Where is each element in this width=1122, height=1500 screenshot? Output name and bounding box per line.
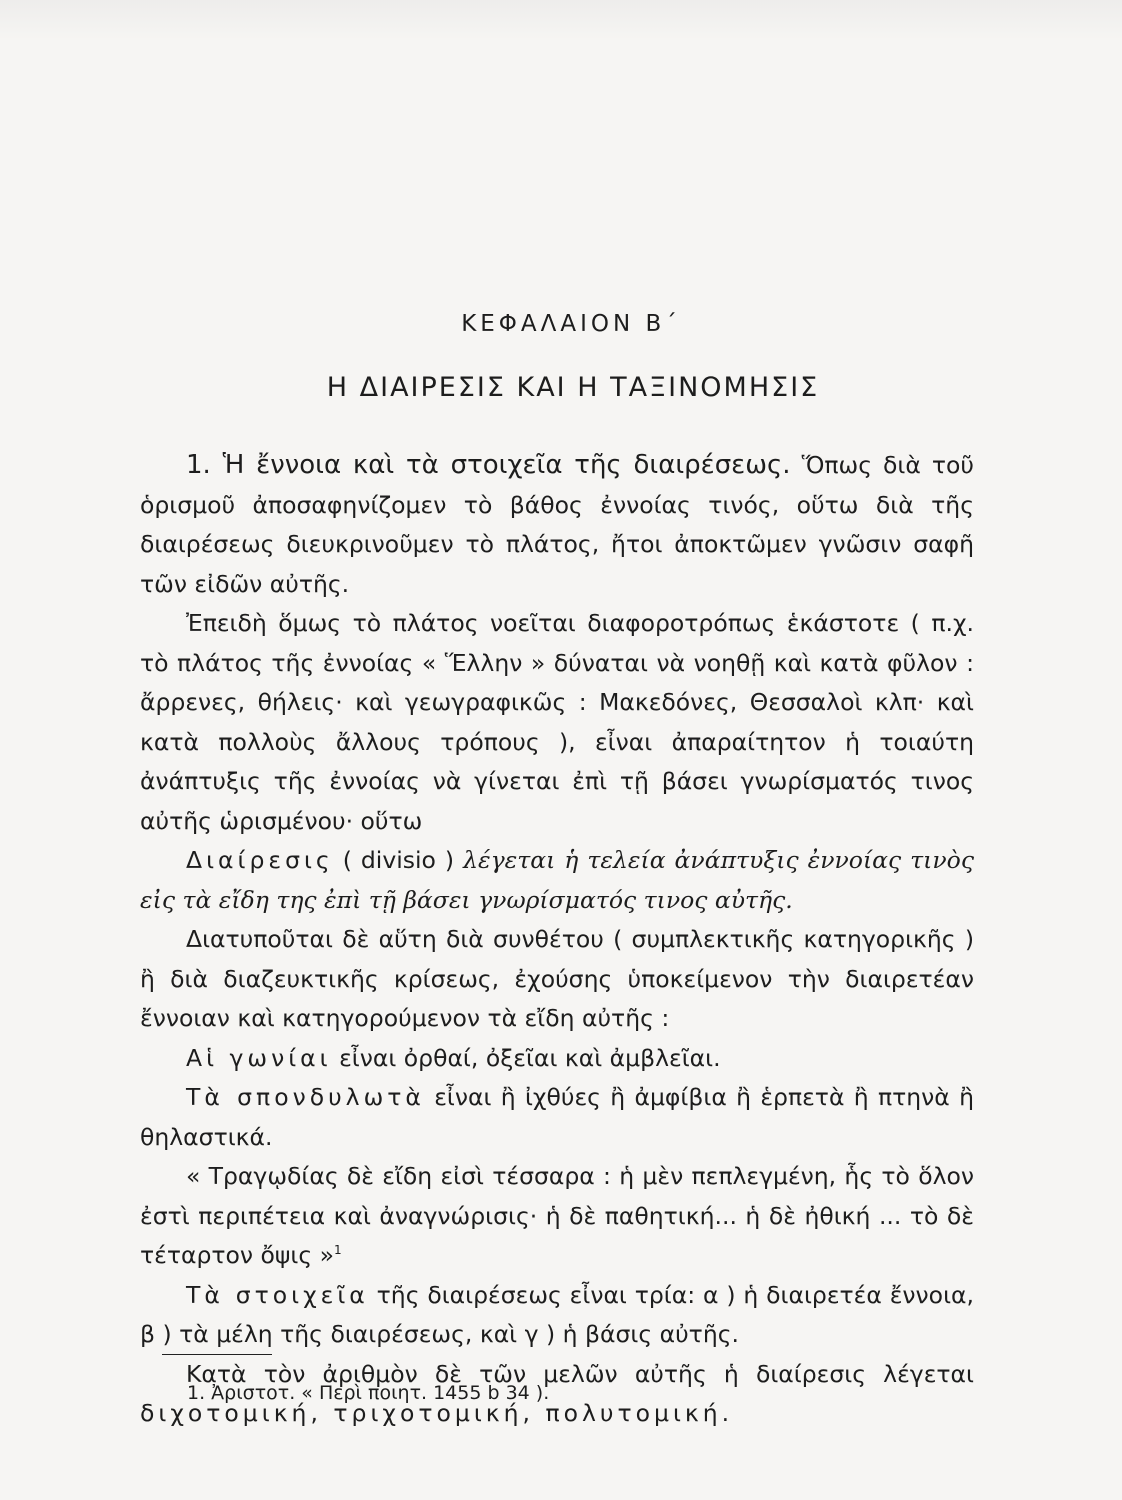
- example-2: [140, 1078, 974, 1157]
- example-1-term: Αἱ γωνίαι: [186, 1043, 332, 1072]
- paragraph-1-text: Ὅπως διὰ τοῦ ὁρισμοῦ ἀποσαφηνίζομεν τὸ βάθος ἐννοίας τινός, οὕτω διὰ τῆς διαιρέσεως διευκρινοῦμεν τὸ πλάτος, ἤτοι ἀποκτῶμεν γνῶσιν σαφῆ τῶν εἰδῶν αὐτῆς.: [140, 451, 974, 598]
- definition: [140, 841, 974, 920]
- paragraph-1: [140, 446, 974, 604]
- chapter-heading: ΚΕΦΑΛΑΙΟΝ Β΄: [461, 311, 681, 337]
- definition-latin: ( divisio ): [342, 846, 455, 874]
- paragraph-4-text: τῆς διαιρέσεως εἶναι τρία: α ) ἡ διαιρετέα ἔννοια, β ) τὰ μέλη τῆς διαιρέσεως, καὶ γ ) ἡ βάσις αὐτῆς.: [140, 1280, 974, 1348]
- example-1-text: εἶναι ὀρθαί, ὀξεῖαι καὶ ἀμβλεῖαι.: [331, 1043, 721, 1072]
- paragraph-4: [140, 1276, 974, 1355]
- footnote-marker: 1: [334, 1243, 342, 1258]
- section-title: 1. Ἡ ἔννοια καὶ τὰ στοιχεῖα τῆς διαιρέσεως.: [186, 450, 791, 480]
- footnote: 1. Ἀριστοτ. « Περὶ ποιητ. 1455 b 34 ).: [187, 1382, 550, 1404]
- footnote-divider: [162, 1354, 272, 1355]
- example-3-text: « Τραγῳδίας δὲ εἴδη εἰσὶ τέσσαρα : ἡ μὲν πεπλεγμένη, ἧς τὸ ὅλον ἐστὶ περιπέτεια καὶ ἀναγνώρισις· ἡ δὲ παθητική... ἡ δὲ ἠθική ... τὸ δὲ τέταρτον ὄψις »: [140, 1162, 974, 1269]
- chapter-title: Η ΔΙΑΙΡΕΣΙΣ ΚΑΙ Η ΤΑΞΙΝΟΜΗΣΙΣ: [326, 372, 820, 403]
- definition-term: Διαίρεσις: [186, 846, 334, 874]
- definition-text: λέγεται ἡ τελεία ἀνάπτυξις ἐννοίας τινὸς εἰς τὰ εἴδη της ἐπὶ τῇ βάσει γνωρίσματός τινος αὐτῆς.: [140, 846, 974, 914]
- example-2-term: Τὰ σπονδυλωτὰ: [186, 1083, 425, 1111]
- paragraph-4-term: Τὰ στοιχεῖα: [186, 1280, 369, 1309]
- example-2-text: εἶναι ἢ ἰχθύες ἢ ἀμφίβια ἢ ἑρπετὰ ἢ πτηνὰ ἢ θηλαστικά.: [140, 1083, 974, 1151]
- example-3: [140, 1157, 974, 1276]
- paragraph-2: Ἐπειδὴ ὅμως τὸ πλάτος νοεῖται διαφοροτρόπως ἑκάστοτε ( π.χ. τὸ πλάτος τῆς ἐννοίας « Ἕλλην » δύναται νὰ νοηθῇ καὶ κατὰ φῦλον : ἄρρενες, θήλεις· καὶ γεωγραφικῶς : Μακεδόνες, Θεσσαλοὶ κλπ· καὶ κατὰ πολλοὺς ἄλλους τρόπους ), εἶναι ἀπαραίτητον ἡ τοιαύτη ἀνάπτυξις τῆς ἐννοίας νὰ γίνεται ἐπὶ τῇ βάσει γνωρίσματός τινος αὐτῆς ὡρισμένου· οὕτω: [140, 609, 974, 835]
- page-top-shadow: [0, 0, 1122, 40]
- paragraph-5-text: Κατὰ τὸν ἀριθμὸν δὲ τῶν μελῶν αὐτῆς ἡ διαίρεσις λέγεται: [186, 1359, 974, 1388]
- paragraph-5-terms: διχοτομική, τριχοτομική, πολυτομική.: [140, 1399, 734, 1427]
- example-1: [140, 1039, 974, 1079]
- main-text: [140, 446, 974, 1434]
- paragraph-3: Διατυποῦται δὲ αὕτη διὰ συνθέτου ( συμπλεκτικῆς κατηγορικῆς ) ἢ διὰ διαζευκτικῆς κρίσεως, ἐχούσης ὑποκείμενον τὴν διαιρετέαν ἔννοιαν καὶ κατηγορούμενον τὰ εἴδη αὐτῆς :: [140, 925, 974, 1032]
